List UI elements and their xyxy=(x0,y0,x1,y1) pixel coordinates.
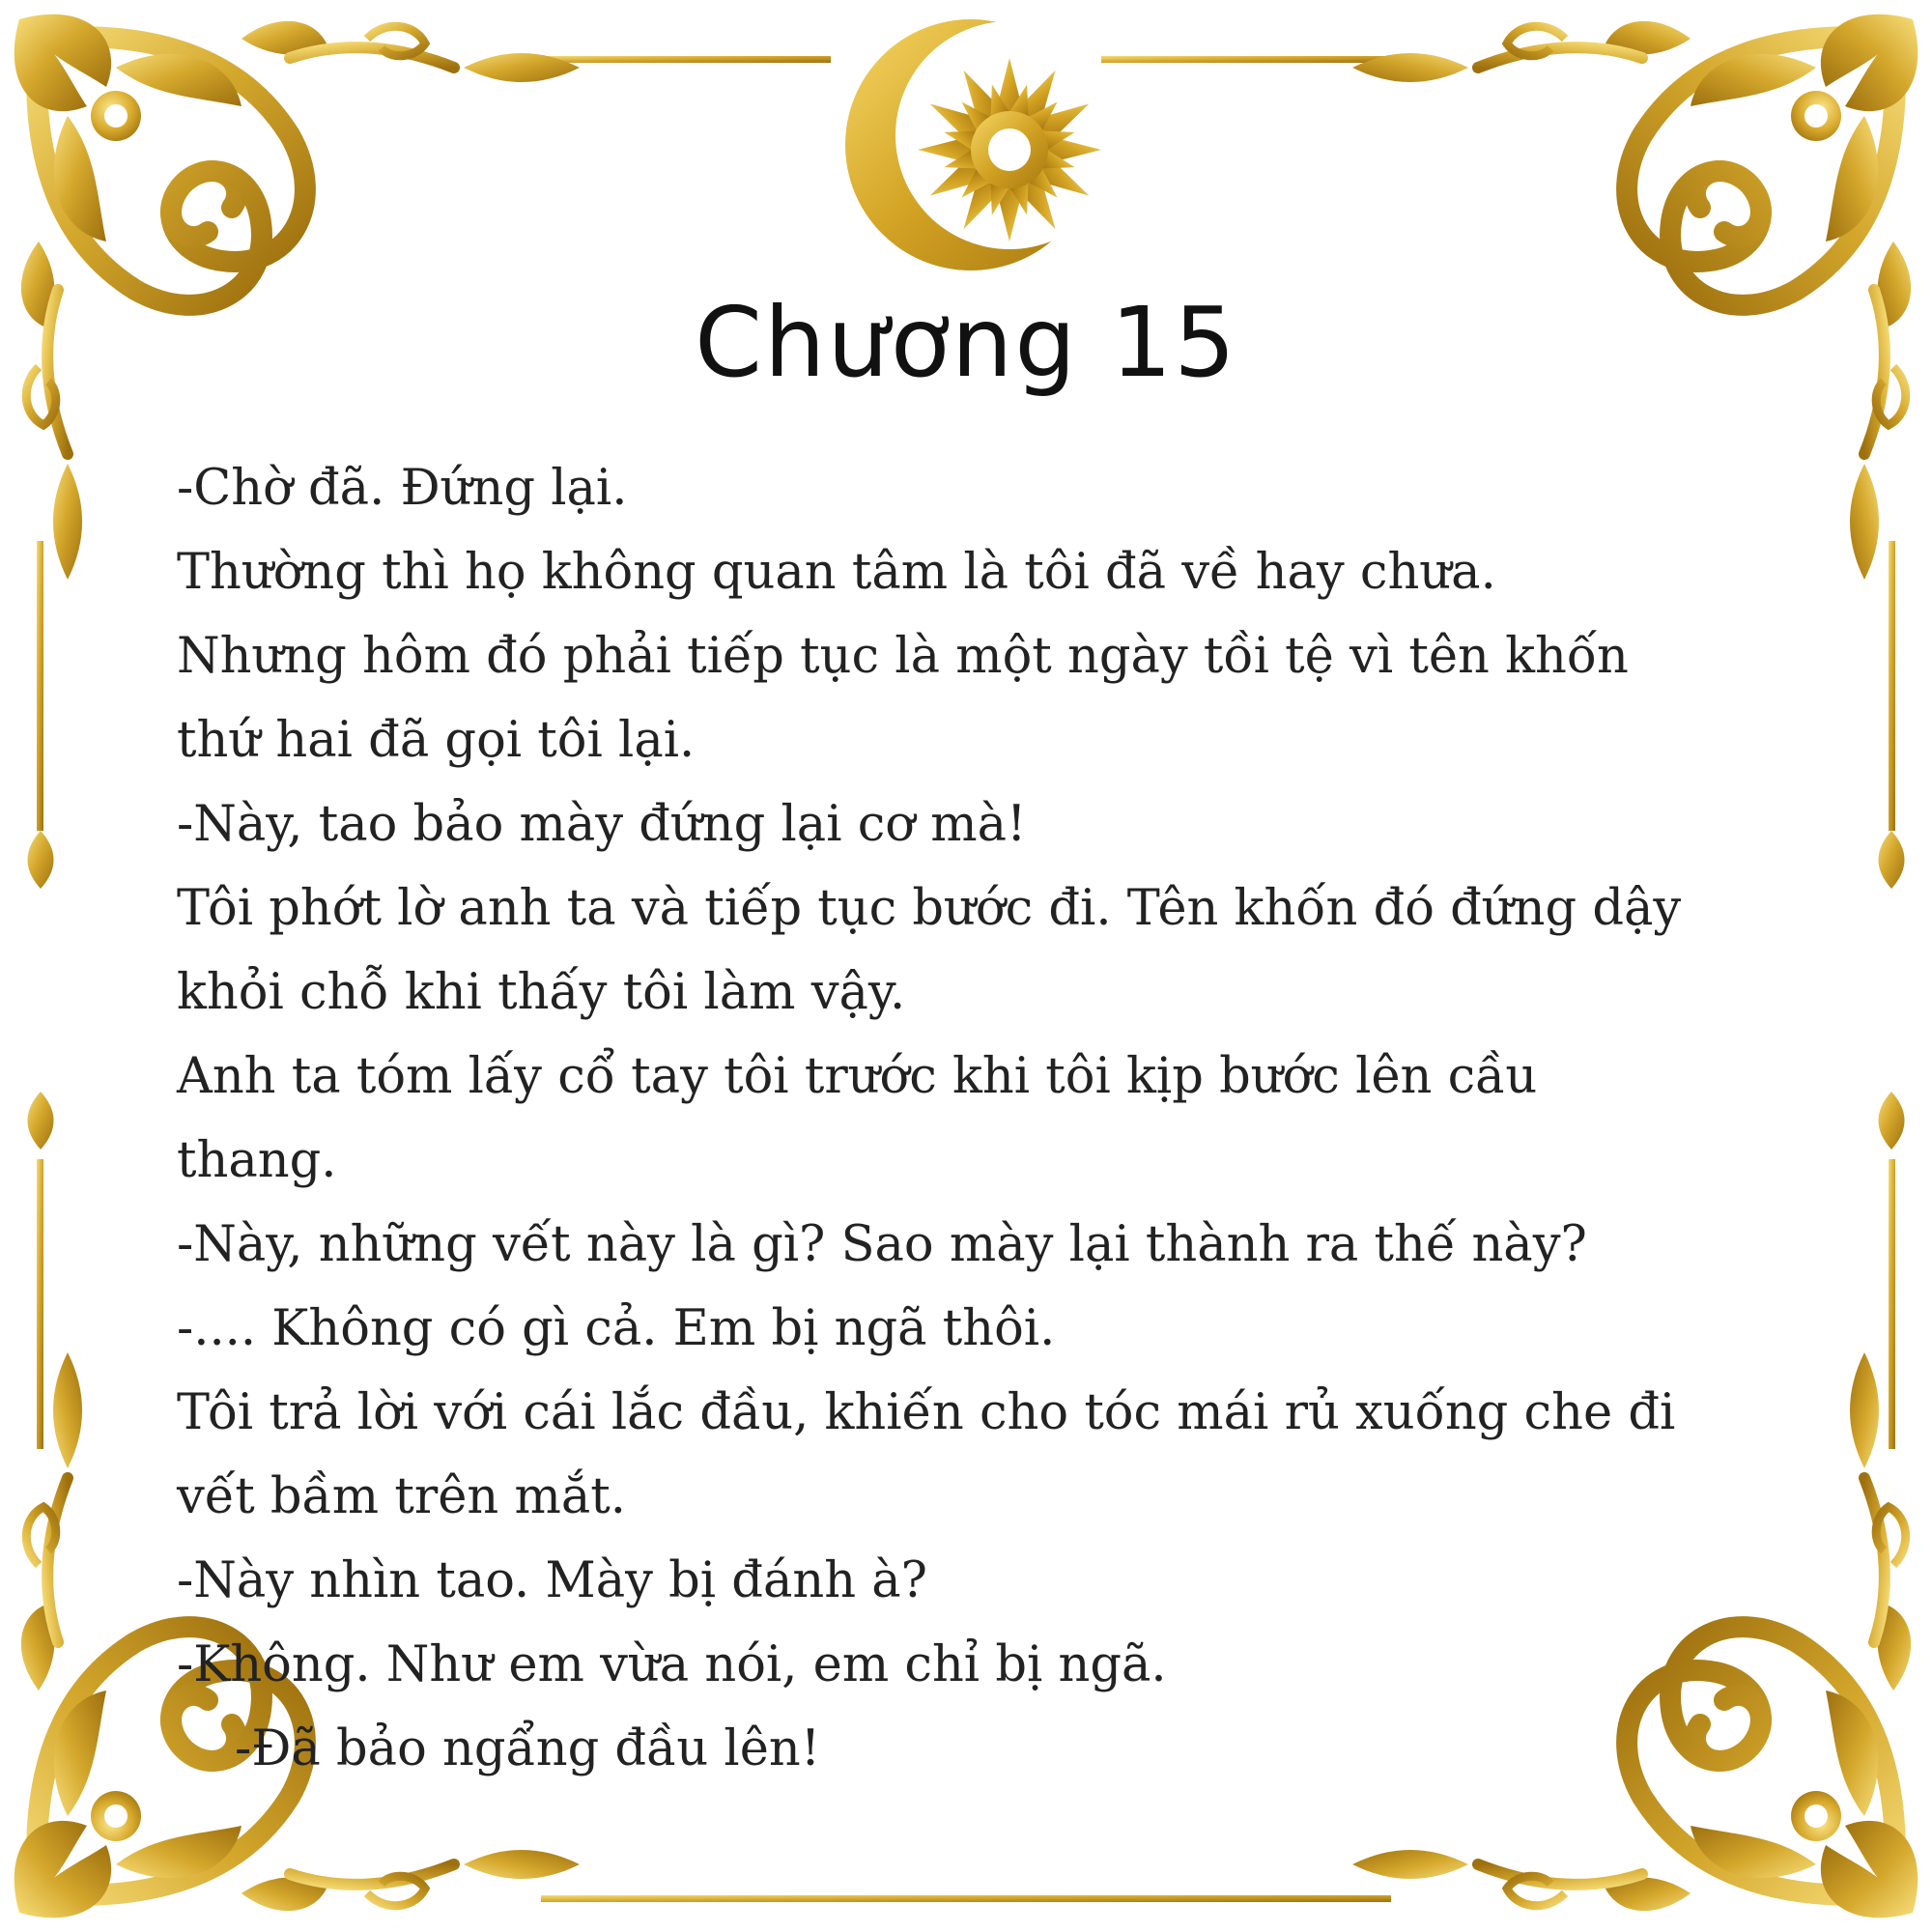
text-line: Nhưng hôm đó phải tiếp tục là một ngày tồi tệ vì tên khốn xyxy=(177,628,1629,685)
chapter-body xyxy=(177,446,1906,1791)
chapter-title: Chương 15 xyxy=(695,286,1237,399)
text-line: -Không. Như em vừa nói, em chỉ bị ngã. xyxy=(177,1636,1167,1693)
text-line: -Này, những vết này là gì? Sao mày lại thành ra thế này? xyxy=(177,1216,1587,1273)
text-line: Tôi phớt lờ anh ta và tiếp tục bước đi. Tên khốn đó đứng dậy xyxy=(177,880,1682,937)
text-line: -Đã bảo ngẩng đầu lên! xyxy=(235,1720,821,1777)
crescent-sun-emblem-icon xyxy=(831,14,1121,275)
text-line: Thường thì họ không quan tâm là tôi đã về hay chưa. xyxy=(177,544,1496,601)
text-line: -Chờ đã. Đứng lại. xyxy=(177,460,628,517)
text-line: thứ hai đã gọi tôi lại. xyxy=(177,712,696,769)
text-line: vết bầm trên mắt. xyxy=(177,1468,626,1525)
text-line: thang. xyxy=(177,1132,337,1189)
text-line: Tôi trả lời với cái lắc đầu, khiến cho tóc mái rủ xuống che đi xyxy=(177,1384,1676,1441)
text-line: -Này nhìn tao. Mày bị đánh à? xyxy=(177,1552,928,1609)
text-line: -Này, tao bảo mày đứng lại cơ mà! xyxy=(177,796,1027,853)
text-line: -.... Không có gì cả. Em bị ngã thôi. xyxy=(177,1300,1056,1357)
text-line: khỏi chỗ khi thấy tôi làm vậy. xyxy=(177,964,906,1021)
text-line: Anh ta tóm lấy cổ tay tôi trước khi tôi kịp bước lên cầu xyxy=(177,1048,1538,1105)
